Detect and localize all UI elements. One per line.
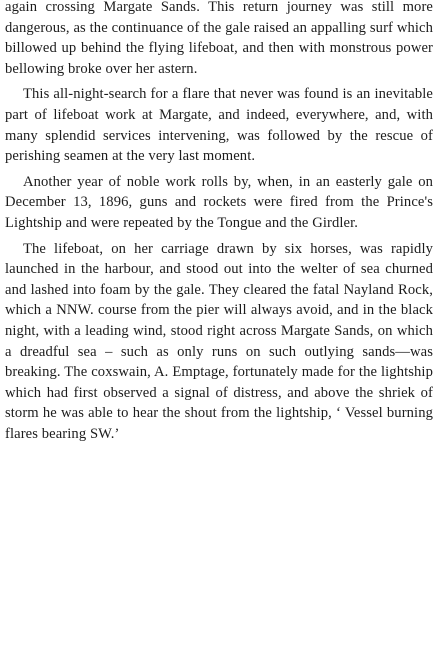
- paragraph-all-night-search: This all-night-search for a flare that never was found is an inevitable part of lifeboat work at Margate, and indeed, everywhere, and, with many splendid services intervening, was followed by the rescue of perishing seamen at the very last moment.: [5, 86, 433, 165]
- paragraph-return-journey: again crossing Margate Sands. This return journey was still more dangerous, as the continuance of the gale raised an appalling surf which billowed up behind the flying lifeboat, and then with monstrous power bellowing broke over her astern.: [5, 0, 433, 77]
- paragraph-another-year: Another year of noble work rolls by, when, in an easterly gale on December 13, 1896, guns and rockets were fired from the Prince's Lightship and were repeated by the Tongue and the Girdler.: [5, 173, 433, 231]
- paragraph-lifeboat-launch: The lifeboat, on her carriage drawn by six horses, was rapidly launched in the harbour, and stood out into the welter of sea churned and lashed into foam by the gale. They cleared the fatal Nayland Rock, which a NNW. course from the pier will always avoid, and in the black night, with a leading wind, stood right across Margate Sands, on which a dreadful sea – such as only runs on such outlying sands—was breaking. The coxswain, A. Emptage, fortunately made for the lightship which had first observed a signal of distress, and above the shriek of storm he was able to hear the shout from the lightship, ‘ Vessel burning flares bearing SW.’: [5, 240, 433, 442]
- book-page: [5, 0, 433, 449]
